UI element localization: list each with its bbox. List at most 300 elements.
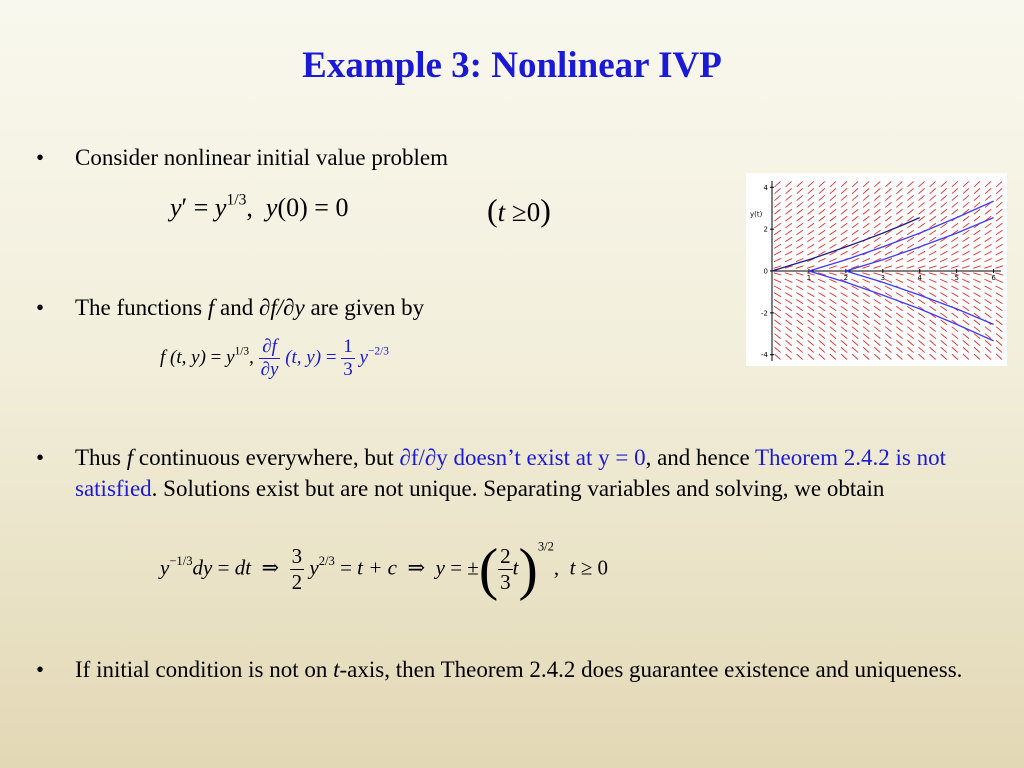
direction-field-segment [807,286,814,290]
direction-field-segment [797,209,803,214]
direction-field-segment [819,230,826,235]
direction-field-segment [874,347,880,352]
direction-field-segment [819,354,825,359]
direction-field-segment [963,223,969,228]
direction-field-segment [996,258,1003,261]
direction-field-segment [896,306,903,311]
direction-field-segment [863,306,870,311]
direction-field-segment [885,279,892,282]
direction-field-segment [785,327,791,332]
direction-field-segment [929,293,936,297]
direction-field-segment [807,244,814,248]
direction-field-segment [874,223,880,228]
direction-field-segment [819,195,825,200]
direction-field-segment [929,216,935,221]
direction-field-segment [808,340,814,345]
direction-field-segment [829,266,837,268]
direction-field-segment [830,223,836,228]
direction-field-segment [874,202,880,207]
direction-field-segment [973,251,980,255]
direction-field-segment [841,306,848,311]
direction-field-segment [952,202,958,207]
direction-field-segment [941,327,947,332]
direction-field-segment [874,334,880,339]
direction-field-segment [963,237,970,241]
solution-curve [846,218,994,271]
direction-field-segment [807,306,814,311]
direction-field-segment [885,223,891,228]
direction-field-segment [996,181,1002,186]
direction-field-segment [930,209,936,214]
direction-field-segment [830,340,836,345]
direction-field-segment [785,279,792,282]
direction-field-segment [863,299,870,303]
direction-field-segment [885,313,891,318]
direction-field-segment [808,354,814,359]
direction-field-segment [830,209,836,214]
direction-field-segment [830,188,836,193]
direction-field-segment [786,181,792,186]
direction-field-segment [863,293,870,297]
direction-field-segment [852,347,858,352]
direction-field-segment [830,327,836,332]
direction-field-segment [819,209,825,214]
direction-field-segment [841,181,847,186]
direction-field-segment [918,209,924,214]
direction-field-segment [941,334,947,339]
direction-field-segment [951,237,958,241]
direction-field-segment [796,313,802,318]
direction-field-segment [896,327,902,332]
direction-field-segment [940,251,947,255]
direction-field-segment [919,188,925,193]
direction-field-segment [863,216,869,221]
direction-field-segment [907,202,913,207]
direction-field-segment [797,347,803,352]
direction-field-segment [852,209,858,214]
direction-field-segment [974,230,981,235]
direction-field-segment [973,286,980,290]
direction-field-segment [774,244,781,248]
direction-field-segment [996,293,1003,297]
direction-field-segment [907,230,914,235]
direction-field-segment [952,334,958,339]
direction-field-segment [874,313,880,318]
bullet-2-symbol: • [36,295,45,320]
direction-field-segment [786,202,792,207]
direction-field-segment [774,273,782,275]
direction-field-segment [830,320,836,325]
direction-field-segment [786,347,792,352]
direction-field-segment [963,188,969,193]
direction-field-segment [962,286,969,290]
direction-field-segment [985,251,992,255]
direction-field-segment [896,273,904,275]
direction-field-segment [774,237,781,241]
direction-field-segment [830,237,837,241]
direction-field-segment [863,244,870,248]
direction-field-segment [863,279,870,282]
direction-field-segment [774,209,780,214]
direction-field-segment [840,266,848,268]
direction-field-segment [996,286,1003,290]
direction-field-segment [786,188,792,193]
direction-field-segment [929,286,936,290]
direction-field-segment [852,340,858,345]
direction-field-segment [808,188,814,193]
direction-field-segment [863,209,869,214]
bullet-3-symbol: • [36,445,45,470]
direction-field-segment [841,195,847,200]
direction-field-segment [841,320,847,325]
direction-field-segment [830,244,837,248]
direction-field-segment [797,334,803,339]
direction-field-segment [962,258,969,261]
direction-field-segment [796,244,803,248]
direction-field-segment [797,320,803,325]
direction-field-segment [797,340,803,345]
direction-field-segment [985,293,992,297]
direction-field-segment [896,293,903,297]
direction-field-segment [985,340,991,345]
direction-field-segment [874,188,880,193]
direction-field-segment [985,299,992,303]
direction-field-segment [951,299,958,303]
direction-field-segment [885,327,891,332]
direction-field-segment [940,306,947,311]
direction-field-segment [885,209,891,214]
direction-field-segment [829,258,836,261]
y-tick-label: 0 [763,267,768,276]
direction-field-segment [851,279,858,282]
direction-field-segment [908,181,914,186]
direction-field-segment [930,188,936,193]
direction-field-segment [885,334,891,339]
direction-field-segment [941,347,947,352]
direction-field-segment [885,273,893,275]
direction-field-segment [841,230,848,235]
direction-field-segment [873,266,881,268]
direction-field-segment [919,340,925,345]
direction-field-segment [785,223,791,228]
direction-field-segment [874,327,880,332]
direction-field-segment [885,195,891,200]
direction-field-segment [996,306,1003,311]
direction-field-segment [896,230,903,235]
direction-field-segment [874,251,881,255]
direction-field-segment [796,299,803,303]
direction-field-segment [974,188,980,193]
direction-field-segment [996,251,1003,255]
direction-field-segment [963,334,969,339]
direction-field-segment [974,306,981,311]
direction-field-segment [985,195,991,200]
direction-field-segment [786,354,792,359]
direction-field-segment [930,181,936,186]
direction-field-segment [851,258,858,261]
direction-field-segment [918,237,925,241]
direction-field-segment [896,258,903,261]
direction-field-segment [896,202,902,207]
direction-field-segment [929,273,937,275]
direction-field-segment [885,188,891,193]
direction-field-segment [941,216,947,221]
direction-field-segment [907,258,914,261]
direction-field-segment [918,266,926,268]
direction-field-segment [785,251,792,255]
direction-field-segment [774,258,781,261]
direction-field-segment [985,237,992,241]
direction-field-segment [796,293,803,297]
direction-field-segment [774,286,781,290]
direction-field-segment [774,251,781,255]
direction-field-segment [985,244,992,248]
direction-field-segment [918,251,925,255]
direction-field-segment [852,299,859,303]
direction-field-segment [841,327,847,332]
direction-field-segment [785,293,792,297]
direction-field-segment [907,209,913,214]
direction-field-segment [874,209,880,214]
direction-field-segment [797,354,803,359]
direction-field-segment [786,334,792,339]
direction-field-segment [940,258,947,261]
direction-field-segment [973,258,980,261]
direction-field-segment [797,188,803,193]
direction-field-segment [852,216,858,221]
direction-field-segment [984,258,991,261]
direction-field-segment [918,223,924,228]
direction-field-segment [919,347,925,352]
direction-field-segment [929,251,936,255]
direction-field-segment [907,279,914,282]
direction-field-segment [996,327,1002,332]
direction-field-segment [840,251,847,255]
direction-field-segment [996,216,1002,221]
direction-field-segment [852,334,858,339]
direction-field-graph [746,173,1007,366]
direction-field-segment [985,306,992,311]
direction-field-segment [840,286,847,290]
direction-field-segment [907,266,915,268]
direction-field-segment [808,181,814,186]
direction-field-segment [874,306,881,311]
direction-field-segment [819,216,825,221]
direction-field-segment [885,340,891,345]
direction-field-segment [852,181,858,186]
direction-field-segment [995,279,1002,282]
direction-field-segment [863,230,870,235]
direction-field-segment [908,188,914,193]
direction-field-segment [907,195,913,200]
direction-field-segment [919,354,925,359]
direction-field-segment [785,286,792,290]
y-tick-label: -4 [761,351,768,360]
direction-field-segment [808,202,814,207]
direction-field-segment [830,181,836,186]
direction-field-segment [808,347,814,352]
direction-field-segment [808,334,814,339]
direction-field-segment [852,202,858,207]
direction-field-segment [985,188,991,193]
direction-field-segment [985,327,991,332]
direction-field-segment [841,340,847,345]
direction-field-segment [941,188,947,193]
direction-field-segment [996,202,1002,207]
direction-field-segment [818,279,825,282]
direction-field-segment [885,181,891,186]
direction-field-segment [818,258,825,261]
direction-field-segment [962,279,969,282]
direction-field-segment [841,354,847,359]
direction-field-segment [808,195,814,200]
direction-field-segment [974,320,980,325]
direction-field-segment [841,223,847,228]
direction-field-segment [852,306,859,311]
direction-field-segment [852,320,858,325]
direction-field-segment [996,237,1003,241]
direction-field-segment [830,216,836,221]
direction-field-segment [775,181,781,186]
direction-field-segment [807,293,814,297]
bullet-2-text: The functions f and ∂f/∂y are given by [75,295,425,320]
direction-field-segment [930,202,936,207]
direction-field-segment [863,181,869,186]
direction-field-segment [918,286,925,290]
direction-field-segment [930,340,936,345]
direction-field-segment [785,209,791,214]
direction-field-segment [852,223,858,228]
direction-field-segment [852,230,859,235]
direction-field-segment [874,299,881,303]
direction-field-segment [951,258,958,261]
direction-field-segment [808,320,814,325]
direction-field-segment [808,313,814,318]
direction-field-segment [775,195,781,200]
direction-field-segment [896,209,902,214]
direction-field-segment [996,320,1002,325]
direction-field-segment [984,266,992,268]
direction-field-segment [929,230,936,235]
direction-field-segment [974,327,980,332]
direction-field-segment [918,320,924,325]
direction-field-segment [974,181,980,186]
direction-field-segment [775,347,781,352]
direction-field-segment [952,181,958,186]
direction-field-segment [985,313,991,318]
direction-field-segment [885,306,892,311]
solution-curve [772,218,920,271]
y-axis-label: y(t) [750,210,763,219]
direction-field-segment [963,340,969,345]
direction-field-segment [907,286,914,290]
direction-field-segment [996,334,1002,339]
direction-field-segment [775,354,781,359]
direction-field-segment [952,188,958,193]
direction-field-segment [896,279,903,282]
direction-field-segment [874,286,881,290]
direction-field-segment [963,320,969,325]
direction-field-segment [841,347,847,352]
slide-title: Example 3: Nonlinear IVP [302,45,722,86]
direction-field-segment [807,266,815,268]
direction-field-segment [929,320,935,325]
direction-field-segment [963,306,970,311]
direction-field-segment [863,313,869,318]
direction-field-segment [885,320,891,325]
direction-field-segment [785,306,792,311]
direction-field-segment [996,354,1002,359]
direction-field-segment [808,209,814,214]
direction-field-segment [818,293,825,297]
direction-field-segment [985,223,991,228]
direction-field-segment [996,195,1002,200]
direction-field-segment [952,195,958,200]
direction-field-segment [896,320,902,325]
direction-field-segment [796,273,804,275]
direction-field-segment [796,279,803,282]
direction-field-segment [807,237,814,241]
direction-field-segment [907,327,913,332]
direction-field-segment [841,216,847,221]
direction-field-segment [830,306,837,311]
x-tick-label: 2 [843,274,849,282]
direction-field-segment [973,266,981,268]
direction-field-segment [952,223,958,228]
direction-field-segment [896,195,902,200]
direction-field-segment [985,209,991,214]
direction-field-segment [996,223,1002,228]
direction-field-segment [819,188,825,193]
direction-field-segment [995,273,1003,275]
x-tick-label: 3 [880,274,886,282]
direction-field-segment [919,195,925,200]
direction-field-segment [907,223,913,228]
direction-field-segment [941,313,947,318]
direction-field-segment [940,230,947,235]
direction-field-segment [940,286,947,290]
direction-field-segment [774,299,781,303]
f-and-partial-equation: f (t, $y) = y^{1/3}$, $\frac{\partial f}{\partial y}$ (t, y) = $\frac{1}{3}$ $y^{-2/3}$ [160,336,389,380]
direction-field-segment [908,354,914,359]
direction-field-segment [885,216,891,221]
direction-field-segment [797,202,803,207]
direction-field-segment [852,354,858,359]
direction-field-segment [841,202,847,207]
direction-field-segment [785,313,791,318]
direction-field-segment [963,347,969,352]
direction-field-segment [830,313,836,318]
direction-field-segment [863,347,869,352]
direction-field-segment [985,181,991,186]
direction-field-segment [785,244,792,248]
direction-field-segment [996,340,1002,345]
direction-field-segment [819,334,825,339]
direction-field-segment [952,340,958,345]
direction-field-segment [819,340,825,345]
direction-field-segment [863,202,869,207]
direction-field-segment [774,306,781,311]
direction-field-segment [985,286,992,290]
direction-field-segment [940,266,948,268]
direction-field-segment [941,340,947,345]
direction-field-segment [863,320,869,325]
direction-field-segment [962,251,969,255]
direction-field-segment [841,293,848,297]
direction-field-segment [841,188,847,193]
direction-field-segment [952,327,958,332]
bullet-4-symbol: • [36,657,45,682]
